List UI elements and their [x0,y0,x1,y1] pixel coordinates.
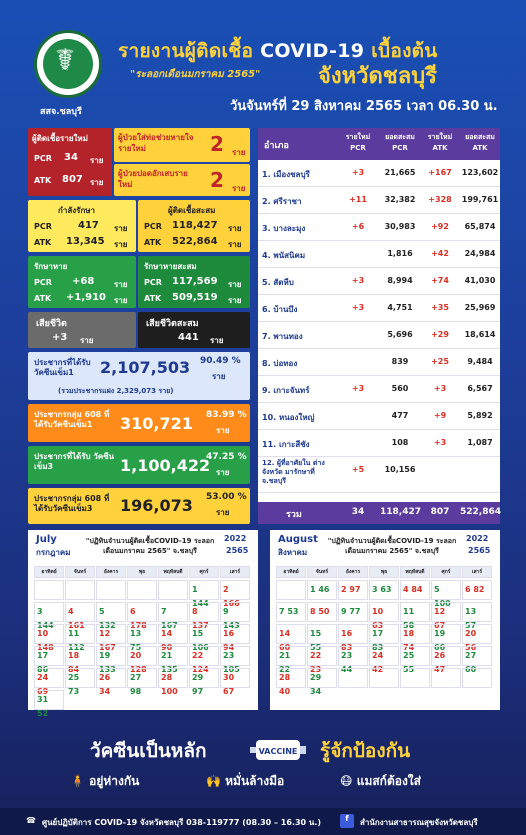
rec-cum-pcr-value: 117,569 [172,276,218,287]
cal-day-cell: 8 137 [189,602,219,622]
unit-label: ราย [90,156,104,165]
cal-day-header: พุธ [127,566,157,578]
cell-cum-pcr: 32,382 [384,195,416,204]
cal-day-header: จันทร์ [65,566,95,578]
org-label: สสจ.ชลบุรี [40,107,82,117]
ventilator-value: 2 [210,132,224,156]
cell-cum-atk: 9,484 [467,357,493,366]
g608-1-pct: 83.99 % [206,410,247,420]
atk-label: ATK [34,176,52,185]
cal-day-cell: 30 67 [220,668,250,688]
province-title: จังหวัดชลบุรี [318,64,437,89]
tip-mask-label: แมสก์ต้องใส่ [356,774,421,788]
cell-cum-pcr: 477 [391,411,409,420]
recovered-atk-value: +1,910 [66,292,107,303]
cell-cum-pcr: 8,994 [387,276,413,285]
calendar-july [28,530,258,718]
ministry-logo [34,30,102,98]
table-row [258,430,500,457]
unit-label: ราย [228,280,242,289]
col-new-pcr: รายใหม่ PCR [345,133,371,152]
cal-day-cell: 17 86 [34,646,64,666]
dose1-label: ประชากรที่ได้รับ วัคซีนเข็ม1 [34,358,91,377]
treating-pcr-value: 417 [78,220,99,231]
cal-day-header: ศุกร์ [189,566,219,578]
recovered-cum-label: รักษาหายสะสม [144,262,197,271]
cell-cum-atk: 41,030 [464,276,496,285]
report-title: รายงานผู้ติดเชื้อ COVID-19 เบื้องต้น [118,40,438,62]
cal-day-cell [431,668,461,688]
cell-cum-pcr: 5,696 [387,330,413,339]
cell-new-pcr: +3 [351,384,365,393]
table-total-row [258,502,500,524]
cumulative-box [138,200,250,252]
cal-day-cell [158,580,188,600]
unit-label: ราย [216,468,230,477]
cal-day-cell: 6 82 [462,580,492,600]
report-subtitle: "ระลอกเดือนมกราคม 2565" [130,69,261,80]
cal-day-cell: 12 67 [431,602,461,622]
cal-day-cell: 19 66 [431,624,461,644]
table-row [258,349,500,376]
vaccine-icon [246,730,310,770]
total-new-atk: 807 [430,507,450,517]
cal-day-cell: 17 83 [369,624,399,644]
cal-day-cell: 12 167 [96,624,126,644]
table-row [258,322,500,349]
cal-day-cell: 11 58 [400,602,430,622]
cal-day-cell: 21 22 [276,646,306,666]
pneumonia-label: ผู้ป่วยปอดอักเสบรายใหม่ [118,169,188,189]
new-cases-box [28,128,112,196]
cell-new-pcr: +5 [351,465,365,474]
cal-caption: "ปฏิทินจำนวนผู้ติดเชื้อCOVID-19 ระลอกเดือนมกราคม 2565" จ.ชลบุรี [327,537,457,555]
cal-day-cell: 1 144 [189,580,219,600]
death-cum-label: เสียชีวิตสะสม [146,319,199,329]
cal-day-cell: 29 34 [307,668,337,688]
cal-day-cell [276,580,306,600]
pcr-label: PCR [34,222,52,231]
g608-3-pct: 53.00 % [206,492,247,502]
recovered-box [28,256,136,308]
cell-new-pcr: +3 [351,303,365,312]
cal-day-header: อาทิตย์ [276,566,306,578]
cal-day-cell: 24 42 [369,646,399,666]
unit-label: ราย [114,296,128,305]
total-label: รวม [286,510,302,520]
slogan-prevent: รู้จักป้องกัน [320,740,411,762]
cell-new-atk: +167 [428,168,452,177]
cal-caption: "ปฏิทินจำนวนผู้ติดเชื้อCOVID-19 ระลอกเดือนมกราคม 2565" จ.ชลบุรี [85,537,215,555]
total-new-pcr: 34 [351,507,365,517]
cal-day-cell: 23 105 [220,646,250,666]
cumulative-label: ผู้ติดเชื้อสะสม [168,206,216,215]
cell-cum-atk: 123,602 [461,168,499,177]
tip-distance [70,772,139,791]
death-cum-value: 441 [178,332,199,343]
cal-year-th: 2565 [226,546,249,555]
atk-label: ATK [34,238,52,247]
cal-day-cell: 14 60 [276,624,306,644]
cal-day-cell: 20 128 [127,646,157,666]
unit-label: ราย [232,184,246,193]
cal-month-th: สิงหาคม [278,548,308,557]
cal-day-cell: 9 77 [338,602,368,622]
cal-day-cell: 29 97 [189,668,219,688]
death-box [28,312,136,348]
phone-icon: ☎ [26,816,36,825]
unit-label: ราย [114,280,128,289]
pcr-label: PCR [144,222,162,231]
pneumonia-box [114,164,250,196]
cal-day-cell: 10 63 [369,602,399,622]
cal-day-cell: 28 40 [276,668,306,688]
unit-label: ราย [90,178,104,187]
cell-new-atk: +3 [433,384,447,393]
cal-day-cell: 27 60 [462,646,492,666]
cum-atk-value: 522,864 [172,236,218,247]
total-cum-pcr: 118,427 [380,507,421,517]
col-district: อำเภอ [264,141,289,151]
district-table [258,128,500,524]
pcr-label: PCR [34,154,52,163]
rec-cum-atk-value: 509,519 [172,292,218,303]
cal-day-cell: 24 69 [34,668,64,688]
unit-label: ราย [228,240,242,249]
report-header [0,0,526,120]
cal-day-cell [96,580,126,600]
cal-day-cell [400,668,430,688]
unit-label: ราย [216,508,230,517]
footer-office[interactable]: สำนักงานสาธารณสุขจังหวัดชลบุรี [360,818,478,827]
cell-district: 7. พานทอง [262,332,303,341]
cal-day-cell: 18 84 [65,646,95,666]
unit-label: ราย [114,224,128,233]
tip-washhands [206,772,284,791]
footer-bar [0,808,526,835]
cell-cum-pcr: 560 [391,384,409,393]
summary-panel [28,128,250,524]
cell-new-atk: +25 [431,357,449,366]
people-icon: 🧍 [70,774,85,788]
cell-district: 2. ศรีราชา [262,197,302,206]
atk-label: ATK [144,294,162,303]
cell-new-pcr: +11 [349,195,367,204]
cell-new-atk: +42 [431,249,449,258]
cell-cum-atk: 25,969 [464,303,496,312]
dose3-value: 1,100,422 [120,456,211,475]
cal-day-header: เสาร์ [462,566,492,578]
cal-day-cell: 14 90 [158,624,188,644]
new-pcr-value: 34 [64,152,78,163]
treating-label: กำลังรักษา [58,206,96,215]
pneumonia-value: 2 [210,168,224,192]
cal-day-cell: 27 98 [127,668,157,688]
cell-cum-atk: 18,614 [464,330,496,339]
cal-month-en: August [278,534,318,545]
ventilator-label: ผู้ป่วยใส่ท่อช่วยหายใจรายใหม่ [118,133,194,153]
cell-cum-atk: 1,087 [467,438,493,447]
cal-day-header: อังคาร [338,566,368,578]
cell-cum-pcr: 10,156 [384,465,416,474]
cal-month-th: กรกฎาคม [36,548,71,557]
cal-day-cell: 7 53 [276,602,306,622]
table-header [258,128,500,160]
cell-cum-pcr: 4,751 [387,303,413,312]
cal-day-cell: 28 100 [158,668,188,688]
dose1-value: 2,107,503 [100,358,191,377]
cal-day-cell: 25 73 [65,668,95,688]
cell-new-pcr: +6 [351,222,365,231]
pcr-label: PCR [144,278,162,287]
col-cum-pcr: ยอดสะสม PCR [385,133,415,152]
cal-day-cell: 19 133 [96,646,126,666]
cell-cum-pcr: 839 [391,357,409,366]
cell-new-atk: +74 [431,276,449,285]
cal-day-header: พฤหัสบดี [400,566,430,578]
table-row [258,187,500,214]
cal-day-header: พฤหัสบดี [158,566,188,578]
cell-new-atk: +92 [431,222,449,231]
cal-day-cell: 26 34 [96,668,126,688]
cell-new-pcr: +3 [351,276,365,285]
report-date: วันจันทร์ที่ 29 สิงหาคม 2565 เวลา 06.30 น. [230,99,498,114]
cal-day-header: จันทร์ [307,566,337,578]
tip-washhands-label: หมั่นล้างมือ [225,774,285,788]
table-row [258,403,500,430]
cal-day-cell: 22 23 [307,646,337,666]
new-atk-value: 807 [62,174,83,185]
cal-day-cell: 11 112 [65,624,95,644]
cal-day-cell: 2 166 [220,580,250,600]
table-row [258,241,500,268]
cal-day-cell [34,580,64,600]
table-row [258,214,500,241]
cal-day-cell: 15 106 [189,624,219,644]
cal-day-cell: 23 44 [338,646,368,666]
unit-label: ราย [114,240,128,249]
cal-day-cell: 7 167 [158,602,188,622]
cal-day-cell: 16 94 [220,624,250,644]
tip-mask [340,772,421,791]
table-row [258,295,500,322]
treating-box [28,200,136,252]
cell-new-atk: +35 [431,303,449,312]
cell-new-atk: +328 [428,195,452,204]
cal-day-cell: 16 83 [338,624,368,644]
dose1-note: (รวมประชากรแฝง 2,329,073 ราย) [58,387,174,395]
cal-day-cell: 18 74 [400,624,430,644]
cell-district: 8. บ่อทอง [262,359,298,368]
cal-day-cell: 15 55 [307,624,337,644]
cal-year: 2022 [224,534,247,543]
slogan-vaccine: วัคซีนเป็นหลัก [90,740,207,762]
cal-day-cell: 1 46 [307,580,337,600]
cell-new-atk: +29 [431,330,449,339]
dose1-pct: 90.49 % [200,356,241,366]
unit-label: ราย [212,372,226,381]
ventilator-box [114,128,250,162]
cal-day-cell: 4 161 [65,602,95,622]
cell-new-atk: +3 [433,438,447,447]
table-row [258,160,500,187]
cal-day-cell: 2 97 [338,580,368,600]
unit-label: ราย [228,296,242,305]
g608-1-label: ประชากรกลุ่ม 608 ที่ได้รับวัคซีนเข็ม1 [34,410,110,429]
cal-day-cell: 25 55 [400,646,430,666]
pcr-label: PCR [34,278,52,287]
cell-new-pcr: +3 [351,168,365,177]
cal-day-cell: 13 75 [127,624,157,644]
g608-3-value: 196,073 [120,496,193,515]
unit-label: ราย [80,336,94,345]
cal-day-cell: 3 144 [34,602,64,622]
cal-day-header: ศุกร์ [431,566,461,578]
cal-month-en: July [36,534,57,545]
dose3-pct: 47.25 % [206,452,247,462]
atk-label: ATK [34,294,52,303]
cal-day-cell: 31 52 [34,690,64,710]
calendar-august [270,530,500,710]
death-label: เสียชีวิต [36,319,67,329]
unit-label: ราย [232,148,246,157]
g608-1-value: 310,721 [120,414,193,433]
cal-day-cell: 26 47 [431,646,461,666]
vaccine-badge-text: VACCINE [258,747,298,756]
cal-day-cell: 5 100 [431,580,461,600]
cal-day-header: อาทิตย์ [34,566,64,578]
cal-day-cell [462,668,492,688]
new-cases-label: ผู้ติดเชื้อรายใหม่ [32,134,88,143]
cell-district: 1. เมืองชลบุรี [262,170,310,179]
cal-day-cell: 20 56 [462,624,492,644]
facebook-icon[interactable]: f [340,814,354,828]
vaccine-608-1-box [28,404,250,442]
cum-pcr-value: 118,427 [172,220,218,231]
cell-district: 10. หนองใหญ่ [262,413,315,422]
cell-district: 3. บางละมุง [262,224,306,233]
cal-day-cell: 4 84 [400,580,430,600]
vaccine-dose3-box [28,446,250,484]
g608-3-label: ประชากรกลุ่ม 608 ที่ได้รับวัคซีนเข็ม3 [34,494,110,513]
cell-district: 4. พนัสนิคม [262,251,306,260]
death-cum-box [138,312,250,348]
cell-cum-atk: 65,874 [464,222,496,231]
cell-new-atk: +9 [433,411,447,420]
vaccine-dose1-box [28,352,250,400]
cal-day-cell: 3 63 [369,580,399,600]
cell-cum-pcr: 30,983 [384,222,416,231]
table-row [258,457,500,493]
tip-distance-label: อยู่ห่างกัน [89,774,140,788]
cal-day-cell: 13 57 [462,602,492,622]
cal-year: 2022 [466,534,489,543]
cell-cum-atk: 199,761 [461,195,499,204]
cal-day-cell [65,580,95,600]
recovered-label: รักษาหาย [34,262,68,271]
cell-cum-pcr: 108 [391,438,409,447]
cell-cum-atk: 6,567 [467,384,493,393]
cell-cum-atk: 5,892 [467,411,493,420]
cal-day-cell: 5 132 [96,602,126,622]
vaccine-608-3-box [28,488,250,524]
cell-cum-pcr: 1,816 [387,249,413,258]
atk-label: ATK [144,238,162,247]
cal-day-header: อังคาร [96,566,126,578]
cal-day-cell: 22 124 [189,646,219,666]
cal-day-cell [127,580,157,600]
cal-day-header: เสาร์ [220,566,250,578]
cal-day-cell [338,668,368,688]
unit-label: ราย [210,336,224,345]
recovered-pcr-value: +68 [72,276,95,287]
cell-district: 11. เกาะสีชัง [262,440,310,449]
footer-hotline: ศูนย์ปฏิบัติการ COVID-19 จังหวัดชลบุรี 038-119777 (08.30 – 16.30 น.) [42,818,322,827]
cal-day-header: พุธ [369,566,399,578]
cal-day-cell: 8 50 [307,602,337,622]
unit-label: ราย [216,426,230,435]
cal-day-cell: 10 148 [34,624,64,644]
col-cum-atk: ยอดสะสม ATK [465,133,495,152]
cal-day-cell: 21 135 [158,646,188,666]
cell-district: 6. บ้านบึง [262,305,298,314]
table-row [258,376,500,403]
death-value: +3 [52,332,68,343]
cal-day-cell [369,668,399,688]
mask-icon: 😷 [340,774,353,788]
unit-label: ราย [228,224,242,233]
cell-district: 12. ผู้ที่อาศัยใน ต่างจังหวัด มารักษาที่ จ.ชลบุรี [262,459,325,485]
cell-district: 5. สัตหีบ [262,278,294,287]
treating-atk-value: 13,345 [66,236,105,247]
cell-district: 9. เกาะจันทร์ [262,386,310,395]
cell-cum-atk: 24,984 [464,249,496,258]
recovered-cum-box [138,256,250,308]
handwash-icon: 🙌 [206,774,221,788]
cal-day-cell: 9 143 [220,602,250,622]
col-new-atk: รายใหม่ ATK [427,133,453,152]
dose3-label: ประชากรที่ได้รับ วัคซีนเข็ม3 [34,452,115,471]
table-row [258,268,500,295]
cell-cum-pcr: 21,665 [384,168,416,177]
total-cum-atk: 522,864 [460,507,501,517]
cal-day-cell: 6 178 [127,602,157,622]
cal-year-th: 2565 [468,546,491,555]
